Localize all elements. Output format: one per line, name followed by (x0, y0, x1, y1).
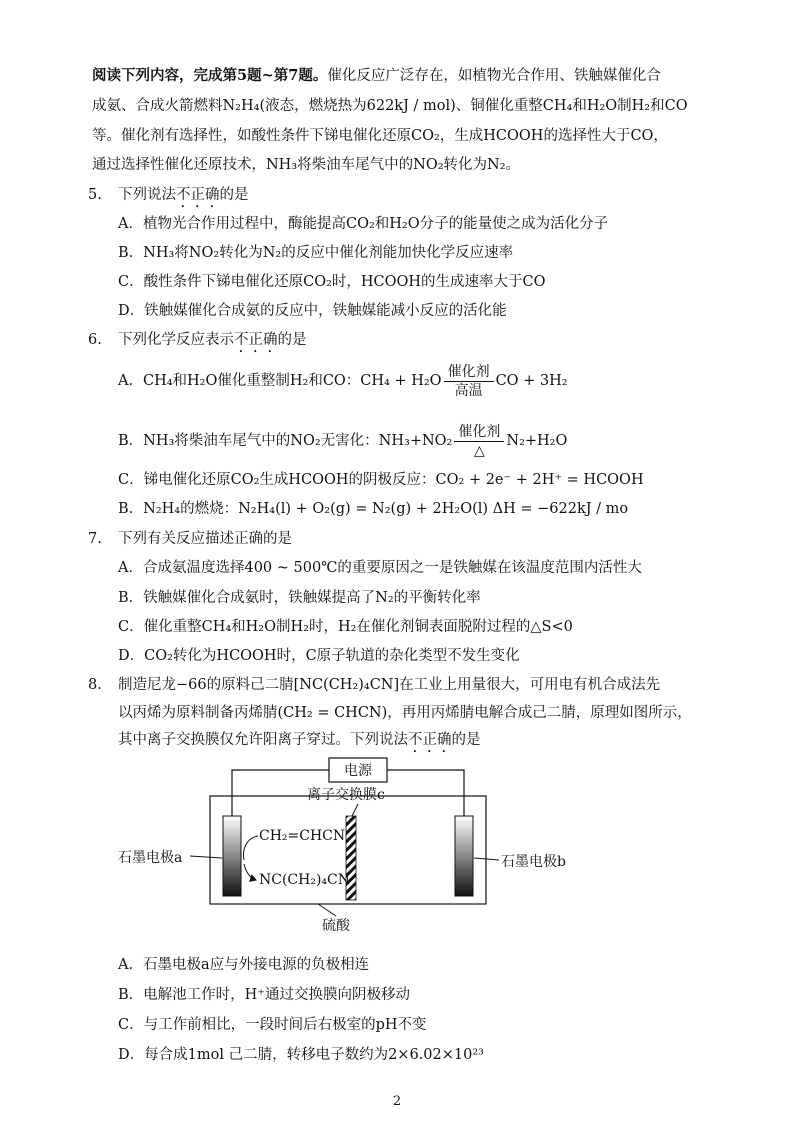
q8-option-d: D．每合成1mol 己二腈，转移电子数约为2×6.02×10²³ (118, 1047, 484, 1063)
intro-bold: 阅读下列内容，完成第5题~第7题。 (92, 67, 328, 84)
electrolysis-diagram (118, 754, 618, 934)
q8-number: 8. (88, 677, 102, 693)
q7-stem: 下列有关反应描述正确的是 (118, 531, 292, 547)
q6-option-c: C．锑电催化还原CO₂生成HCOOH的阴极反应：CO₂ + 2e⁻ + 2H⁺ = HCOOH (118, 472, 644, 488)
q8-stem-emphasis: 不正确 (408, 732, 452, 748)
q6-number: 6. (88, 332, 102, 348)
q6-option-a-pre: A．CH₄和H₂O催化重整制H₂和CO：CH₄ + H₂O (118, 373, 442, 389)
q6-option-a-condition (444, 363, 494, 400)
electrode-a-pointer (190, 856, 222, 858)
power-source-label: 电源 (344, 763, 372, 779)
q7-number: 7. (88, 531, 102, 547)
intro-line-3: 等。催化剂有选择性，如酸性条件下锑电催化还原CO₂，生成HCOOH的选择性大于CO， (92, 128, 668, 144)
q6-option-b-condition (454, 423, 504, 460)
reactant-arrow (244, 836, 258, 860)
q6-option-a (118, 362, 568, 400)
q6-option-b-catalyst: 催化剂 (454, 423, 504, 442)
membrane-label: 离子交换膜c (307, 787, 385, 803)
q5-option-b: B．NH₃将NO₂转化为N₂的反应中催化剂能加快化学反应速率 (118, 245, 514, 261)
q6-option-b (118, 422, 567, 460)
q8-option-a: A．石墨电极a应与外接电源的负极相连 (118, 957, 370, 973)
q8-stem-line-2: 以丙烯为原料制备丙烯腈(CH₂ = CHCN)，再用丙烯腈电解合成己二腈，原理如图所示， (118, 705, 692, 721)
page-number: 2 (392, 1094, 402, 1109)
intro-line-4: 通过选择性催化还原技术，NH₃将柴油车尾气中的NO₂转化为N₂。 (92, 157, 521, 173)
q5-stem-post: 的是 (219, 187, 249, 203)
graphite-electrode-b (455, 816, 473, 896)
q7-option-a: A．合成氨温度选择400 ~ 500℃的重要原因之一是铁触媒在该温度范围内活性大 (118, 560, 642, 576)
q8-option-b: B．电解池工作时，H⁺通过交换膜向阴极移动 (118, 987, 410, 1003)
q6-stem (118, 330, 307, 356)
electrolyte-label: 硫酸 (322, 918, 350, 934)
intro-line-1-text: 催化反应广泛存在，如植物光合作用、铁触媒催化合 (327, 68, 661, 84)
q6-option-b-post: N₂+H₂O (506, 433, 568, 449)
reactant-label: CH₂=CHCN (259, 828, 346, 844)
q5-option-d: D．铁触媒催化合成氨的反应中，铁触媒能减小反应的活化能 (118, 303, 507, 319)
product-arrow (244, 864, 256, 880)
q6-option-a-catalyst: 催化剂 (444, 363, 494, 382)
q7-option-b: B．铁触媒催化合成氨时，铁触媒提高了N₂的平衡转化率 (118, 590, 481, 606)
electrode-a-label: 石墨电极a (118, 850, 183, 866)
product-label: NC(CH₂)₄CN (259, 872, 350, 888)
membrane-pointer (352, 804, 358, 816)
electrolyte-pointer (318, 904, 336, 916)
q7-option-d: D．CO₂转化为HCOOH时，C原子轨道的杂化类型不发生变化 (118, 648, 520, 664)
q5-option-c: C．酸性条件下锑电催化还原CO₂时，HCOOH的生成速率大于CO (118, 274, 546, 290)
q5-number: 5. (88, 187, 102, 203)
q7-option-c: C．催化重整CH₄和H₂O制H₂时，H₂在催化剂铜表面脱附过程的△S<0 (118, 619, 573, 635)
q5-stem-pre: 下列说法 (118, 187, 176, 203)
q8-option-c: C．与工作前相比，一段时间后右极室的pH不变 (118, 1017, 427, 1033)
wire-right (387, 770, 464, 816)
q6-stem-emphasis: 不正确 (234, 332, 278, 348)
q6-stem-post: 的是 (277, 332, 307, 348)
q6-option-b-heat: △ (473, 442, 485, 459)
q8-stem-line-1: 制造尼龙−66的原料己二腈[NC(CH₂)₄CN]在工业上用量很大，可用电有机合成法先 (118, 677, 661, 693)
graphite-electrode-a (223, 816, 241, 896)
q6-option-d: B．N₂H₄的燃烧：N₂H₄(l) + O₂(g) = N₂(g) + 2H₂O(l) ΔH = −622kJ / mo (118, 501, 629, 517)
intro-line-1 (92, 66, 712, 86)
intro-line-2: 成氨、合成火箭燃料N₂H₄(液态，燃烧热为622kJ / mol)、铜催化重整CH₄和H₂O制H₂和CO (92, 98, 688, 114)
q6-stem-pre: 下列化学反应表示 (118, 332, 234, 348)
q6-option-b-pre: B．NH₃将柴油车尾气中的NO₂无害化：NH₃+NO₂ (118, 433, 453, 449)
q8-stem-line-3 (118, 730, 481, 756)
q5-stem-emphasis: 不正确 (176, 187, 220, 203)
q8-stem-post: 的是 (451, 732, 481, 748)
q8-stem-pre: 其中离子交换膜仅允许阳离子穿过。下列说法 (118, 732, 408, 748)
q5-stem (118, 185, 249, 211)
q6-option-a-post: CO + 3H₂ (495, 373, 568, 389)
q6-option-a-temperature: 高温 (454, 382, 483, 399)
electrode-b-label: 石墨电极b (501, 854, 566, 870)
q5-option-a: A．植物光合作用过程中，酶能提高CO₂和H₂O分子的能量使之成为活化分子 (118, 216, 609, 232)
